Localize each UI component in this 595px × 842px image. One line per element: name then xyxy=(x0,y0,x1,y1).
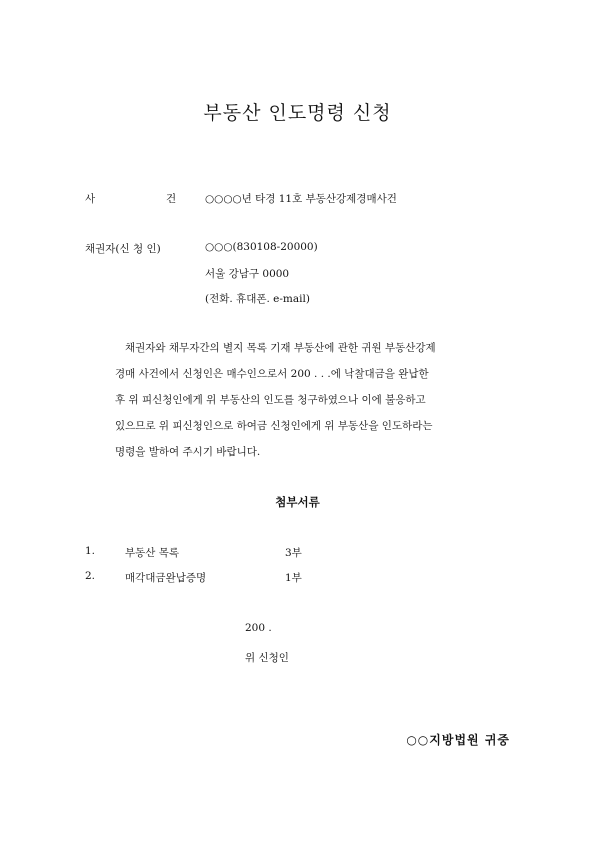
court-addressee: ○○지방법원 귀중 xyxy=(406,733,510,747)
applicant-address: 서울 강남구 0000 xyxy=(205,268,290,280)
applicant-name: ○○○(830108-20000) xyxy=(205,241,318,253)
body-line: 경매 사건에서 신청인은 매수인으로서 200 . . .에 낙찰대금을 완납한 xyxy=(115,368,429,380)
attachment-name: 부동산 목록 xyxy=(125,547,180,559)
attachments-heading: 첨부서류 xyxy=(275,495,320,509)
attachment-count: 1부 xyxy=(285,572,302,584)
body-line: 있으므로 위 피신청인으로 하여금 신청인에게 위 부동산을 인도하라는 xyxy=(115,420,433,432)
signer-line: 위 신청인 xyxy=(245,652,289,664)
case-label-left: 사 xyxy=(85,193,96,205)
date-line: 200 . xyxy=(245,622,272,634)
attachment-count: 3부 xyxy=(285,547,302,559)
attachment-name: 매각대금완납증명 xyxy=(125,572,207,584)
attachment-number: 1. xyxy=(85,545,96,557)
body-line: 명령을 발하여 주시기 바랍니다. xyxy=(115,446,261,458)
case-value: ○○○○년 타경 11호 부동산강제경매사건 xyxy=(205,193,397,205)
applicant-label: 채권자(신 청 인) xyxy=(85,243,161,255)
body-line: 채권자와 채무자간의 별지 목록 기재 부동산에 관한 귀원 부동산강제 xyxy=(125,342,436,354)
attachment-number: 2. xyxy=(85,570,96,582)
case-label-right: 건 xyxy=(166,193,177,205)
page-title: 부동산 인도명령 신청 xyxy=(203,102,392,124)
body-line: 후 위 피신청인에게 위 부동산의 인도를 청구하였으나 이에 불응하고 xyxy=(115,394,426,406)
applicant-contact: (전화. 휴대폰. e-mail) xyxy=(205,293,310,305)
